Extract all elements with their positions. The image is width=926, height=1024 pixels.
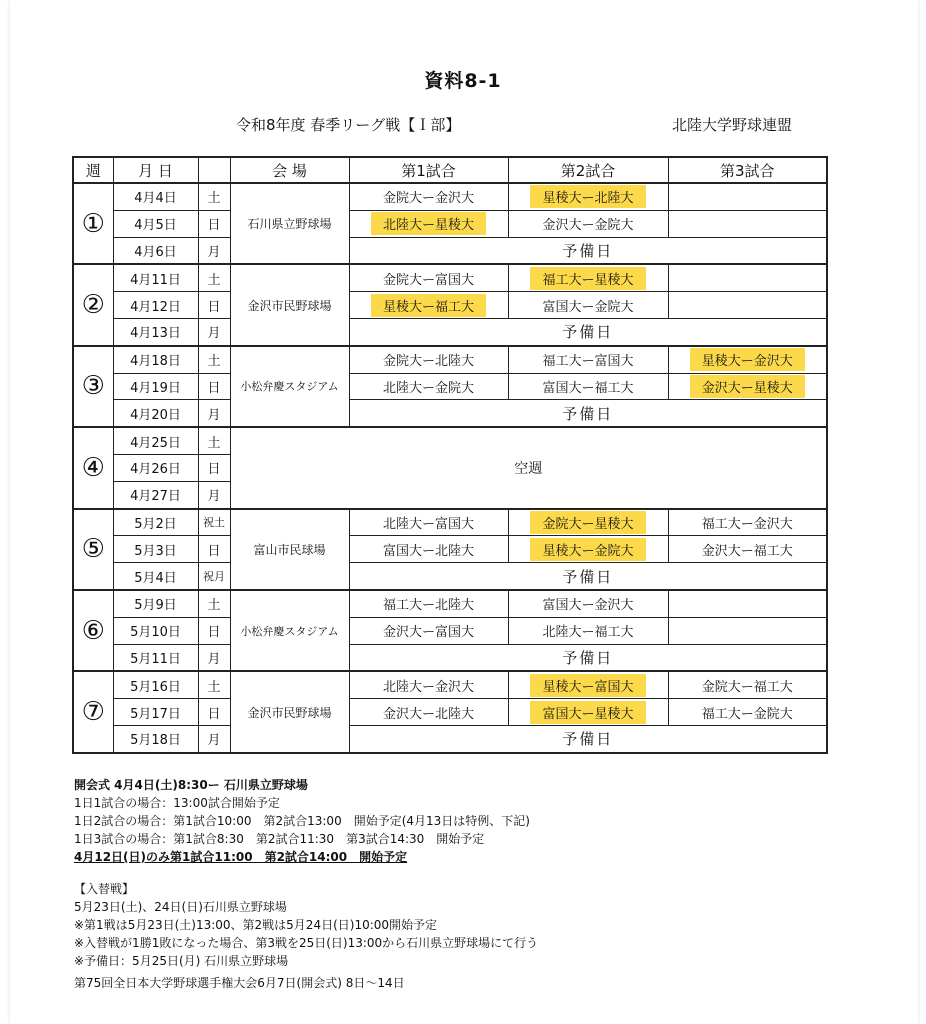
- reserve-day-cell: 予備日: [349, 563, 827, 590]
- date-cell: 4月11日: [113, 264, 198, 291]
- game2-cell: 富国大ー金沢大: [508, 590, 668, 617]
- date-cell: 5月16日: [113, 671, 198, 698]
- game2-cell: 金沢大ー金院大: [508, 210, 668, 237]
- note-line: 1日1試合の場合：13:00試合開始予定: [74, 796, 280, 810]
- game3-cell: [668, 617, 827, 644]
- game1-cell: 金院大ー富国大: [349, 264, 508, 291]
- spacer: [74, 866, 538, 880]
- dow-cell: 月: [198, 725, 230, 752]
- table-row: [73, 590, 827, 617]
- game3-cell: [668, 346, 827, 373]
- header-week: 週: [73, 157, 113, 183]
- dow-cell: 祝月: [198, 563, 230, 590]
- dow-cell: 土: [198, 671, 230, 698]
- playoff-title: 【入替戦】: [74, 882, 135, 896]
- table-header-row: [73, 157, 827, 183]
- header-dow: [198, 157, 230, 183]
- dow-cell: 土: [198, 264, 230, 291]
- date-cell: 4月13日: [113, 318, 198, 345]
- game2-cell: 富国大ー金院大: [508, 292, 668, 319]
- game2-cell: [508, 264, 668, 291]
- date-cell: 4月18日: [113, 346, 198, 373]
- schedule-table: [72, 156, 828, 754]
- table-row: [73, 373, 827, 400]
- table-row: [73, 563, 827, 590]
- week-label: ④: [73, 427, 113, 508]
- highlighted-game: 星稜大ー福工大: [371, 294, 486, 317]
- game1-cell: 北陸大ー金院大: [349, 373, 508, 400]
- reserve-day-cell: 予備日: [349, 237, 827, 264]
- league-name: 北陸大学野球連盟: [672, 116, 793, 134]
- venue-cell: 石川県立野球場: [230, 183, 349, 264]
- week-label: ⑥: [73, 590, 113, 671]
- highlighted-game: 富国大ー星稜大: [530, 701, 645, 724]
- dow-cell: 月: [198, 318, 230, 345]
- date-cell: 4月19日: [113, 373, 198, 400]
- highlighted-game: 星稜大ー金沢大: [690, 348, 805, 371]
- game1-cell: 金院大ー北陸大: [349, 346, 508, 373]
- playoff-line: ※第1戦は5月23日(土)13:00、第2戦は5月24日(日)10:00開始予定: [74, 918, 438, 932]
- game1-cell: 金沢大ー北陸大: [349, 699, 508, 726]
- reserve-day-cell: 予備日: [349, 644, 827, 671]
- week-label: ②: [73, 264, 113, 345]
- date-cell: 5月9日: [113, 590, 198, 617]
- reserve-day-cell: 予備日: [349, 725, 827, 752]
- dow-cell: 日: [198, 210, 230, 237]
- game1-cell: [349, 292, 508, 319]
- date-cell: 5月11日: [113, 644, 198, 671]
- game1-cell: 北陸大ー富国大: [349, 509, 508, 536]
- table-row: [73, 183, 827, 210]
- highlighted-game: 星稜大ー北陸大: [530, 185, 645, 208]
- game2-cell: 富国大ー福工大: [508, 373, 668, 400]
- date-cell: 4月6日: [113, 237, 198, 264]
- venue-cell: 金沢市民野球場: [230, 671, 349, 752]
- notes-section: [74, 776, 538, 992]
- header-game3: 第3試合: [668, 157, 827, 183]
- header-date: 月 日: [113, 157, 198, 183]
- dow-cell: 日: [198, 617, 230, 644]
- table-row: [73, 210, 827, 237]
- dow-cell: 祝土: [198, 509, 230, 536]
- game1-cell: 金沢大ー富国大: [349, 617, 508, 644]
- highlighted-game: 星稜大ー富国大: [530, 674, 645, 697]
- date-cell: 4月12日: [113, 292, 198, 319]
- playoff-line: 5月23日(土)、24日(日)石川県立野球場: [74, 900, 287, 914]
- date-cell: 5月2日: [113, 509, 198, 536]
- week-label: ⑤: [73, 509, 113, 590]
- highlighted-game: 金院大ー星稜大: [530, 511, 645, 534]
- dow-cell: 土: [198, 590, 230, 617]
- table-row: [73, 644, 827, 671]
- highlighted-game: 福工大ー星稜大: [530, 267, 645, 290]
- game1-cell: 北陸大ー金沢大: [349, 671, 508, 698]
- highlighted-game: 星稜大ー金院大: [530, 538, 645, 561]
- table-row: [73, 671, 827, 698]
- opening-ceremony: 開会式 4月4日(土)8:30ー 石川県立野球場: [74, 778, 308, 792]
- empty-week-cell: 空週: [230, 427, 827, 508]
- table-row: [73, 617, 827, 644]
- game2-cell: [508, 699, 668, 726]
- table-row: [73, 346, 827, 373]
- special-note: 4月12日(日)のみ第1試合11:00 第2試合14:00 開始予定: [74, 850, 408, 864]
- table-row: [73, 292, 827, 319]
- table-row: [73, 264, 827, 291]
- date-cell: 4月5日: [113, 210, 198, 237]
- table-row: [73, 536, 827, 563]
- header-game2: 第2試合: [508, 157, 668, 183]
- venue-cell: 小松弁慶スタジアム: [230, 346, 349, 427]
- highlighted-game: 金沢大ー星稜大: [690, 375, 805, 398]
- game3-cell: 金沢大ー福工大: [668, 536, 827, 563]
- dow-cell: 月: [198, 481, 230, 508]
- header-game1: 第1試合: [349, 157, 508, 183]
- game3-cell: [668, 292, 827, 319]
- document-title: 資料8-1: [424, 70, 502, 92]
- date-cell: 5月17日: [113, 699, 198, 726]
- date-cell: 4月20日: [113, 400, 198, 427]
- game3-cell: [668, 264, 827, 291]
- game1-cell: [349, 210, 508, 237]
- week-label: ③: [73, 346, 113, 427]
- table-row: [73, 400, 827, 427]
- game2-cell: [508, 509, 668, 536]
- game3-cell: [668, 373, 827, 400]
- header-venue: 会 場: [230, 157, 349, 183]
- table-row: [73, 509, 827, 536]
- playoff-line: ※予備日：5月25日(月) 石川県立野球場: [74, 954, 289, 968]
- dow-cell: 月: [198, 400, 230, 427]
- game2-cell: 北陸大ー福工大: [508, 617, 668, 644]
- table-row: [73, 318, 827, 345]
- dow-cell: 日: [198, 699, 230, 726]
- dow-cell: 日: [198, 292, 230, 319]
- document-subtitle: 令和8年度 春季リーグ戦【Ｉ部】: [236, 116, 461, 134]
- week-label: ①: [73, 183, 113, 264]
- venue-cell: 金沢市民野球場: [230, 264, 349, 345]
- game3-cell: [668, 590, 827, 617]
- table-row: [73, 427, 827, 454]
- date-cell: 4月25日: [113, 427, 198, 454]
- dow-cell: 日: [198, 373, 230, 400]
- date-cell: 5月10日: [113, 617, 198, 644]
- date-cell: 4月4日: [113, 183, 198, 210]
- game2-cell: 福工大ー富国大: [508, 346, 668, 373]
- playoff-line: ※入替戦が1勝1敗になった場合、第3戦を25日(日)13:00から石川県立野球場にて行う: [74, 936, 539, 950]
- venue-cell: 小松弁慶スタジアム: [230, 590, 349, 671]
- table-row: [73, 237, 827, 264]
- dow-cell: 土: [198, 427, 230, 454]
- dow-cell: 日: [198, 536, 230, 563]
- game1-cell: 福工大ー北陸大: [349, 590, 508, 617]
- table-row: [73, 699, 827, 726]
- game3-cell: 福工大ー金沢大: [668, 509, 827, 536]
- dow-cell: 月: [198, 237, 230, 264]
- highlighted-game: 北陸大ー星稜大: [371, 212, 486, 235]
- reserve-day-cell: 予備日: [349, 318, 827, 345]
- date-cell: 5月3日: [113, 536, 198, 563]
- game1-cell: 富国大ー北陸大: [349, 536, 508, 563]
- date-cell: 5月4日: [113, 563, 198, 590]
- dow-cell: 土: [198, 346, 230, 373]
- game1-cell: 金院大ー金沢大: [349, 183, 508, 210]
- game3-cell: [668, 183, 827, 210]
- game2-cell: [508, 671, 668, 698]
- reserve-day-cell: 予備日: [349, 400, 827, 427]
- game3-cell: 金院大ー福工大: [668, 671, 827, 698]
- dow-cell: 土: [198, 183, 230, 210]
- date-cell: 4月27日: [113, 481, 198, 508]
- game3-cell: 福工大ー金院大: [668, 699, 827, 726]
- dow-cell: 月: [198, 644, 230, 671]
- national-tournament: 第75回全日本大学野球選手権大会6月7日(開会式) 8日～14日: [74, 976, 405, 990]
- date-cell: 4月26日: [113, 454, 198, 481]
- week-label: ⑦: [73, 671, 113, 752]
- game2-cell: [508, 183, 668, 210]
- venue-cell: 富山市民球場: [230, 509, 349, 590]
- dow-cell: 日: [198, 454, 230, 481]
- table-row: [73, 725, 827, 752]
- game3-cell: [668, 210, 827, 237]
- note-line: 1日2試合の場合：第1試合10:00 第2試合13:00 開始予定(4月13日は特例、下記): [74, 814, 530, 828]
- date-cell: 5月18日: [113, 725, 198, 752]
- note-line: 1日3試合の場合：第1試合8:30 第2試合11:30 第3試合14:30 開始予定: [74, 832, 485, 846]
- game2-cell: [508, 536, 668, 563]
